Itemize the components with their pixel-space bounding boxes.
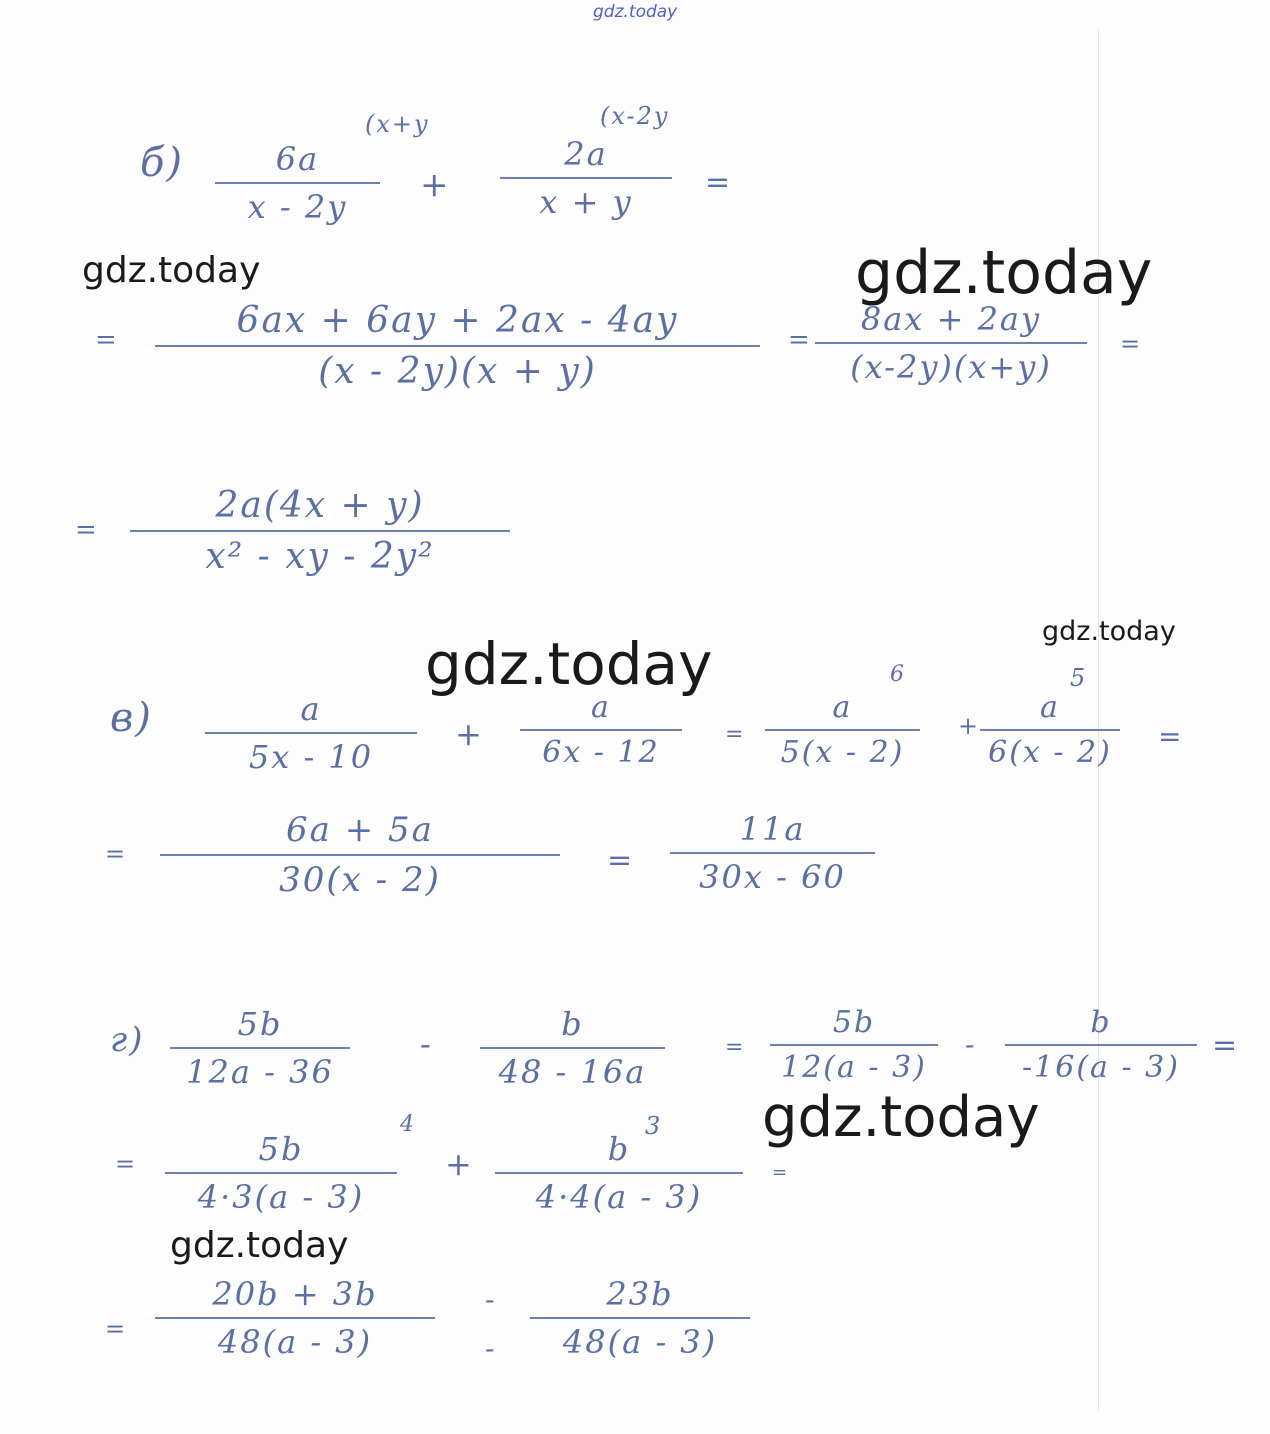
watermark: gdz.today <box>1042 616 1176 647</box>
multiplier: 6 <box>890 662 906 687</box>
fraction-bar <box>495 1172 743 1174</box>
fraction-bar <box>155 345 760 347</box>
problem-g-step-1a <box>165 1130 397 1216</box>
numerator: a <box>591 690 611 725</box>
problem-b-step-2 <box>815 300 1087 386</box>
operator-minus: - <box>485 1332 497 1365</box>
fraction-bar <box>165 1172 397 1174</box>
watermark: gdz.today <box>425 630 713 698</box>
operator-plus: + <box>445 1145 474 1183</box>
multiplier: 5 <box>1070 664 1088 692</box>
denominator: 48(a - 3) <box>217 1323 373 1361</box>
denominator: 12a - 36 <box>186 1053 334 1091</box>
denominator: (x-2y)(x+y) <box>850 348 1052 386</box>
problem-v-fraction-3 <box>765 690 920 770</box>
problem-v-label: в) <box>110 695 153 741</box>
numerator: 6a + 5a <box>286 810 434 850</box>
fraction-bar <box>770 1044 938 1046</box>
denominator: 6x - 12 <box>542 735 660 770</box>
equals-sign: = <box>788 325 812 355</box>
fraction-bar <box>155 1317 435 1319</box>
problem-g-step-1b <box>495 1130 743 1216</box>
numerator: 5b <box>237 1005 283 1043</box>
problem-g-label: г) <box>110 1020 145 1060</box>
watermark: gdz.today <box>855 238 1153 308</box>
equals-sign: = <box>95 325 119 355</box>
fraction-bar <box>815 342 1087 344</box>
equals-sign: = <box>607 843 635 878</box>
fraction-bar <box>480 1047 665 1049</box>
numerator: 6a <box>275 140 320 178</box>
problem-v-fraction-4 <box>980 690 1120 770</box>
problem-b-multiplier-2: (x-2y <box>600 102 670 130</box>
top-watermark: gdz.today <box>593 2 678 22</box>
equals-sign: = <box>725 722 746 747</box>
equals-sign: = <box>1158 720 1184 753</box>
fraction-bar <box>1005 1044 1197 1046</box>
problem-v-step-2 <box>670 810 875 896</box>
numerator: 5b <box>832 1005 876 1040</box>
equals-sign: = <box>105 1315 128 1343</box>
problem-g-fraction-3 <box>770 1005 938 1085</box>
problem-b-step-1 <box>155 300 760 392</box>
numerator: a <box>1040 690 1060 725</box>
fraction-bar <box>670 852 875 854</box>
operator-minus: - <box>420 1025 433 1063</box>
fraction-bar <box>160 854 560 856</box>
problem-g-step-2b <box>530 1275 750 1361</box>
fraction-bar <box>170 1047 350 1049</box>
equals-sign: = <box>105 840 128 868</box>
numerator: b <box>1090 1005 1112 1040</box>
denominator: 48 - 16a <box>498 1053 647 1091</box>
fraction-bar <box>980 729 1120 731</box>
denominator: x - 2y <box>247 188 348 226</box>
problem-b-fraction-2 <box>500 135 672 221</box>
problem-b-step-3 <box>130 485 510 577</box>
equals-sign: = <box>75 515 99 545</box>
numerator: 23b <box>606 1275 674 1313</box>
denominator: -16(a - 3) <box>1022 1050 1180 1085</box>
numerator: 2a <box>564 135 608 173</box>
denominator: x + y <box>539 183 633 221</box>
denominator: x² - xy - 2y² <box>205 536 435 577</box>
numerator: 11a <box>739 810 806 848</box>
equals-sign: = <box>1212 1028 1240 1063</box>
problem-b-label: б) <box>140 140 185 186</box>
fraction-bar <box>520 729 682 731</box>
denominator: 12(a - 3) <box>781 1050 927 1085</box>
denominator: 48(a - 3) <box>562 1323 718 1361</box>
problem-v-step-1 <box>160 810 560 900</box>
numerator: 8ax + 2ay <box>860 300 1042 338</box>
equals-sign: = <box>772 1162 790 1183</box>
watermark: gdz.today <box>82 250 261 291</box>
denominator: 30x - 60 <box>699 858 846 896</box>
operator-plus: + <box>455 715 484 753</box>
operator-minus: - <box>485 1283 497 1316</box>
operator-minus: - <box>965 1028 977 1061</box>
problem-g-fraction-1 <box>170 1005 350 1091</box>
equals-sign: = <box>705 165 733 200</box>
operator-plus: + <box>420 165 451 205</box>
equals-sign: = <box>1120 330 1143 358</box>
problem-g-fraction-2 <box>480 1005 665 1091</box>
numerator: 6ax + 6ay + 2ax - 4ay <box>236 300 679 341</box>
multiplier: 3 <box>645 1112 663 1140</box>
fraction-bar <box>205 732 417 734</box>
fraction-bar <box>215 182 380 184</box>
problem-b-multiplier-1: (x+y <box>365 110 430 138</box>
fraction-bar <box>500 177 672 179</box>
problem-v-fraction-2 <box>520 690 682 770</box>
denominator: 5x - 10 <box>248 738 374 776</box>
denominator: 5(x - 2) <box>780 735 905 770</box>
denominator: 30(x - 2) <box>279 860 441 900</box>
denominator: 6(x - 2) <box>988 735 1112 770</box>
numerator: 20b + 3b <box>212 1275 378 1313</box>
equals-sign: = <box>725 1035 746 1060</box>
numerator: 5b <box>258 1130 304 1168</box>
numerator: b <box>561 1005 584 1043</box>
denominator: 4·3(a - 3) <box>197 1178 365 1216</box>
operator-plus: + <box>958 712 981 740</box>
numerator: a <box>300 690 322 728</box>
denominator: 4·4(a - 3) <box>535 1178 703 1216</box>
numerator: 2a(4x + y) <box>215 485 425 526</box>
watermark: gdz.today <box>762 1085 1040 1150</box>
problem-g-step-2a <box>155 1275 435 1361</box>
fraction-bar <box>765 729 920 731</box>
numerator: b <box>607 1130 631 1168</box>
watermark: gdz.today <box>170 1225 349 1266</box>
equals-sign: = <box>115 1150 138 1178</box>
numerator: a <box>832 690 853 725</box>
problem-b-fraction-1 <box>215 140 380 226</box>
fraction-bar <box>530 1317 750 1319</box>
fraction-bar <box>130 530 510 532</box>
problem-v-fraction-1 <box>205 690 417 776</box>
denominator: (x - 2y)(x + y) <box>318 351 597 392</box>
multiplier: 4 <box>400 1112 416 1137</box>
problem-g-fraction-4 <box>1005 1005 1197 1085</box>
